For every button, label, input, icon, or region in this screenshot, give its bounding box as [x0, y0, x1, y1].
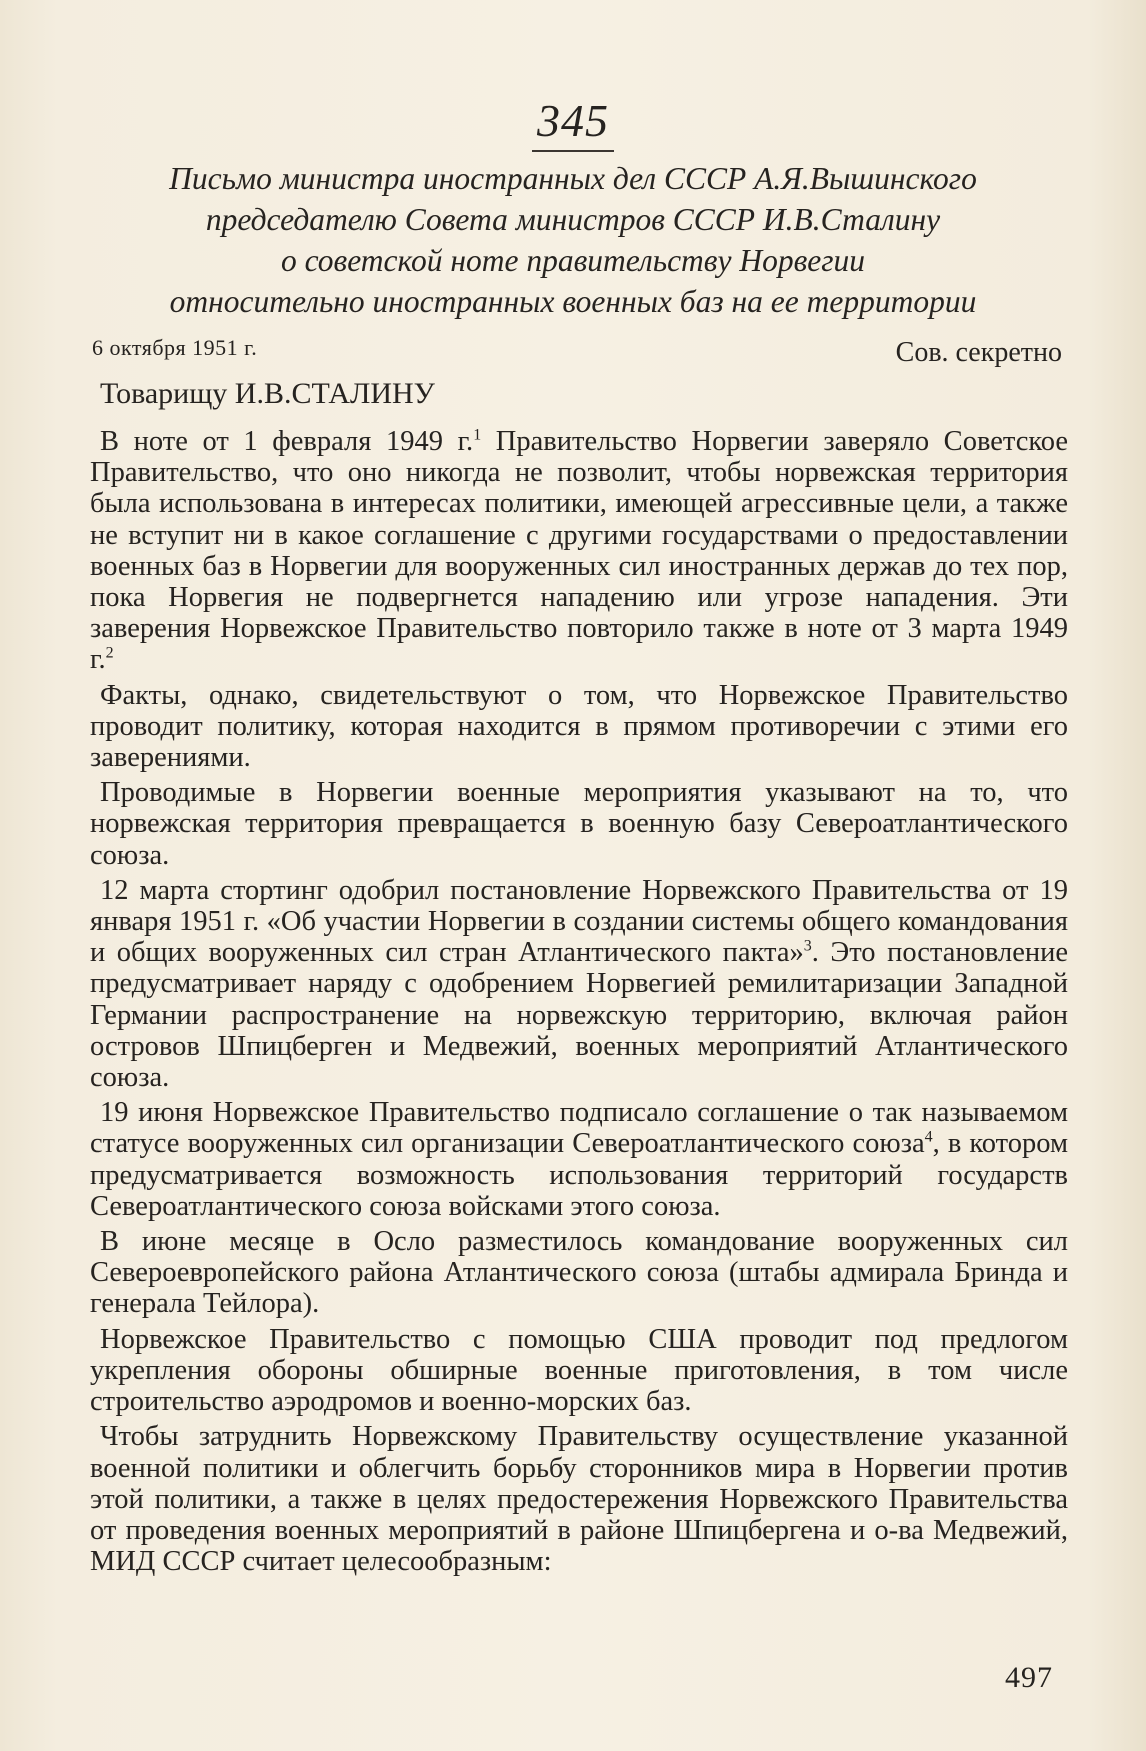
document-date: 6 октября 1951 г.: [92, 335, 258, 360]
footnote-ref: 1: [473, 426, 482, 444]
page-number: 497: [1005, 1661, 1053, 1694]
paragraph-text: . Это постановление предусматривает наряду с одобрением Норвегией ремилитаризации Западной Германии распространение на норвежскую территорию, включая район островов Шпицберген и Медвежий, военных мероприятий Атлантического союза.: [90, 937, 1068, 1094]
title-line: о советской ноте правительству Норвегии: [280, 243, 866, 278]
paragraph-text: , в котором предусматривается возможность использования территорий государств Североатлантического союза войсками этого союза.: [90, 1128, 1068, 1222]
paragraph: [90, 1097, 1068, 1222]
paragraph-text: Факты, однако, свидетельствуют о том, что Норвежское Правительство проводит политику, которая находится в прямом противоречии с этими его заверениями.: [90, 679, 1068, 774]
title-line: относительно иностранных военных баз на ее территории: [169, 284, 977, 319]
footnote-ref: 2: [105, 644, 114, 662]
number-underline: [532, 150, 614, 152]
title-line: председателю Совета министров СССР И.В.Сталину: [205, 202, 941, 237]
addressee: Товарищу И.В.СТАЛИНУ: [100, 377, 435, 410]
paragraph-text: Норвежское Правительство с помощью США проводит под предлогом укрепления обороны обширные военные приготовления, в том числе строительство аэродромов и военно-морских баз.: [90, 1323, 1068, 1418]
paragraph-text: 19 июня Норвежское Правительство подписало соглашение о так называемом статусе вооруженных сил организации Североатлантического союза: [90, 1097, 1068, 1160]
letter-body: [90, 426, 1068, 1581]
paragraph: [90, 426, 1068, 676]
paragraph-text: Проводимые в Норвегии военные мероприятия указывают на то, что норвежская территория превращается в военную базу Североатлантического союза.: [90, 777, 1068, 871]
paragraph: [90, 1226, 1068, 1320]
paragraph-text: В июне месяце в Осло разместилось командование вооруженных сил Североевропейского района Атлантического союза (штабы адмирала Бринда и генерала Тейлора).: [90, 1226, 1068, 1320]
document-title: [90, 158, 1056, 322]
paragraph-text: В ноте от 1 февраля 1949 г.: [100, 426, 474, 457]
document-number: 345: [537, 95, 609, 146]
paragraph-text: Чтобы затруднить Норвежскому Правительству осуществление указанной военной политики и облегчить борьбу сторонников мира в Норвегии против этой политики, а также в целях предостережения Норвежского Правительства от проведения военных мероприятий в районе Шпицбергена и о-ва Медвежий, МИД СССР считает целесообразным:: [90, 1421, 1068, 1578]
classification-label: Сов. секретно: [895, 337, 1062, 368]
paragraph: [90, 680, 1068, 774]
paragraph-text: Правительство Норвегии заверяло Советское Правительство, что оно никогда не позволит, чтобы норвежская территория была использована в интересах политики, имеющей агрессивные цели, а также не вступит ни в какое соглашение с другими государствами о предоставлении военных баз в Норвегии для вооруженных сил иностранных держав до тех пор, пока Норвегия не подвергнется нападению или угрозе нападения. Эти заверения Норвежское Правительство повторило также в ноте от 3 марта 1949 г.: [90, 426, 1068, 676]
paragraph: [90, 777, 1068, 871]
paragraph-text: 12 марта стортинг одобрил постановление Норвежского Правительства от 19 января 1951 г. «Об участии Норвегии в создании системы общего командования и общих вооруженных сил стран Атлантического пакта»: [90, 874, 1068, 969]
footnote-ref: 4: [924, 1128, 933, 1146]
title-line: Письмо министра иностранных дел СССР А.Я.Вышинского: [169, 161, 977, 196]
paragraph: [90, 875, 1068, 1093]
footnote-ref: 3: [803, 937, 812, 955]
paragraph: [90, 1324, 1068, 1418]
paragraph: [90, 1421, 1068, 1577]
